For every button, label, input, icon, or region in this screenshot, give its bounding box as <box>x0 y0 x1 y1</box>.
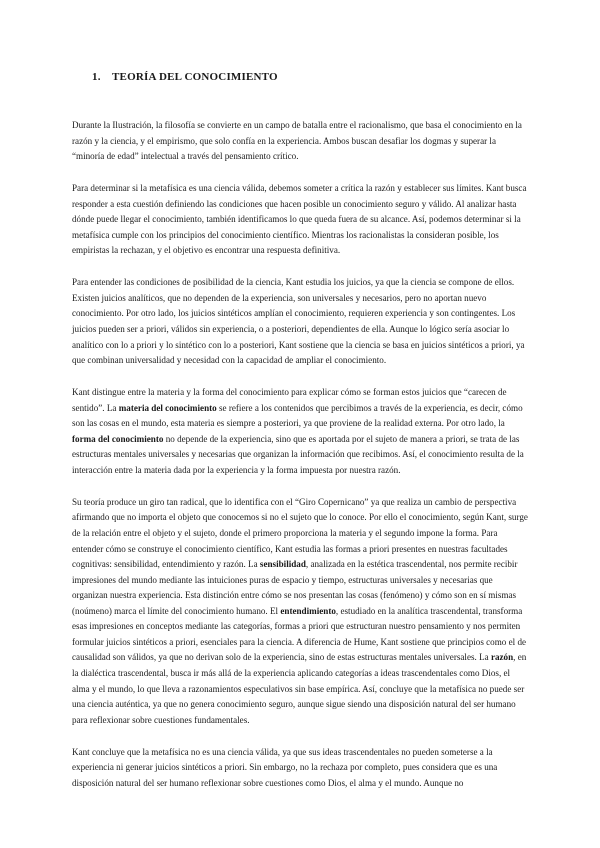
section-heading <box>92 71 278 83</box>
bold-term: razón <box>490 652 514 663</box>
section-number: 1. <box>92 71 101 83</box>
paragraph-giro-copernicano: Su teoría produce un giro tan radical, que lo identifica con el “Giro Copernicano” ya que realiza un cambio de perspectiva afirmando que no importa el objeto que conocemos si no el sujeto que lo conoce. Por ello el conocimiento, según Kant, surge de la relación entre el objeto y el sujeto, donde el primero proporciona la materia y el segundo impone la forma. Para entender cómo se construye el conocimiento científico, Kant estudia las formas a priori presentes en nuestras facultades cognitivas: sensibilidad, entendimiento y razón. La sensibilidad, analizada en la estética trascendental, nos permite recibir impresiones del mundo mediante las intuiciones puras de espacio y tiempo, estructuras universales y necesarias que organizan nuestra experiencia. Esta distinción entre cómo se nos presentan las cosas (fenómeno) y cómo son en sí mismas (noúmeno) marca el límite del conocimiento humano. El entendimiento, estudiado en la analítica trascendental, transforma esas impresiones en conceptos mediante las categorías, formas a priori que estructuran nuestro pensamiento y nos permiten formular juicios sintéticos a priori, esenciales para la ciencia. A diferencia de Hume, Kant sostiene que principios como el de causalidad son válidos, ya que no derivan solo de la experiencia, sino de estas estructuras mentales universales. La razón, en la dialéctica trascendental, busca ir más allá de la experiencia aplicando categorías a ideas trascendentales como Dios, el alma y el mundo, lo que lleva a razonamientos especulativos sin base empírica. Así, concluye que la metafísica no puede ser una ciencia auténtica, ya que no genera conocimiento seguro, aunque sigue siendo una disposición natural del ser humano para reflexionar sobre cuestiones fundamentales. <box>72 496 528 725</box>
paragraph-materia-forma: Kant distingue entre la materia y la forma del conocimiento para explicar cómo se forman estos juicios que “carecen de sentido”. La materia del conocimiento se refiere a los contenidos que percibimos a través de la experiencia, es decir, cómo son las cosas en el mundo, esta materia es siempre a posteriori, ya que proviene de la realidad externa. Por otro lado, la forma del conocimiento no depende de la experiencia, sino que es aportada por el sujeto de manera a priori, se trata de las estructuras mentales universales y necesarias que organizan la información que recibimos. Así, el conocimiento resulta de la interacción entre la materia dada por la experiencia y la forma impuesta por nuestra razón. <box>72 387 524 475</box>
section-title: TEORÍA DEL CONOCIMIENTO <box>112 71 278 83</box>
document-body <box>72 118 528 808</box>
bold-term: materia del conocimiento <box>118 402 217 413</box>
paragraph-ilustracion: Durante la Ilustración, la filosofía se convierte en un campo de batalla entre el racionalismo, que basa el conocimiento en la razón y la ciencia, y el empirismo, que solo confía en la experiencia. Ambos buscan desafiar los dogmas y superar la “minoría de edad” intelectual a través del pensamiento crítico. <box>72 120 522 162</box>
bold-term: forma del conocimiento <box>72 433 164 444</box>
paragraph-juicios: Para entender las condiciones de posibilidad de la ciencia, Kant estudia los juicios, ya que la ciencia se compone de ellos. Existen juicios analíticos, que no dependen de la experiencia, son universales y necesarios, pero no aportan nuevo conocimiento. Por otro lado, los juicios sintéticos amplían el conocimiento, requieren experiencia y son contingentes. Los juicios pueden ser a priori, válidos sin experiencia, o a posteriori, dependientes de ella. Aunque lo lógico sería asociar lo analítico con lo a priori y lo sintético con lo a posteriori, Kant sostiene que la ciencia se basa en juicios sintéticos a priori, ya que combinan universalidad y necesidad con la capacidad de ampliar el conocimiento. <box>72 277 525 366</box>
paragraph-conclusion: Kant concluye que la metafísica no es una ciencia válida, ya que sus ideas trascendentales no pueden someterse a la experiencia ni generar juicios sintéticos a priori. Sin embargo, no la rechaza por completo, pues considera que es una disposición natural del ser humano reflexionar sobre cuestiones como Dios, el alma y el mundo. Aunque no <box>72 746 498 788</box>
bold-term: sensibilidad <box>259 559 306 570</box>
bold-term: entendimiento <box>280 605 336 616</box>
paragraph-metafisica: Para determinar si la metafísica es una ciencia válida, debemos someter a crítica la razón y establecer sus límites. Kant busca responder a esta cuestión definiendo las condiciones que hacen posible un conocimiento seguro y válido. Al analizar hasta dónde puede llegar el conocimiento, también identificamos lo que queda fuera de su alcance. Así, podemos determinar si la metafísica cumple con los principios del conocimiento científico. Mientras los racionalistas la consideran posible, los empiristas la rechazan, y el objetivo es encontrar una respuesta definitiva. <box>72 183 527 256</box>
